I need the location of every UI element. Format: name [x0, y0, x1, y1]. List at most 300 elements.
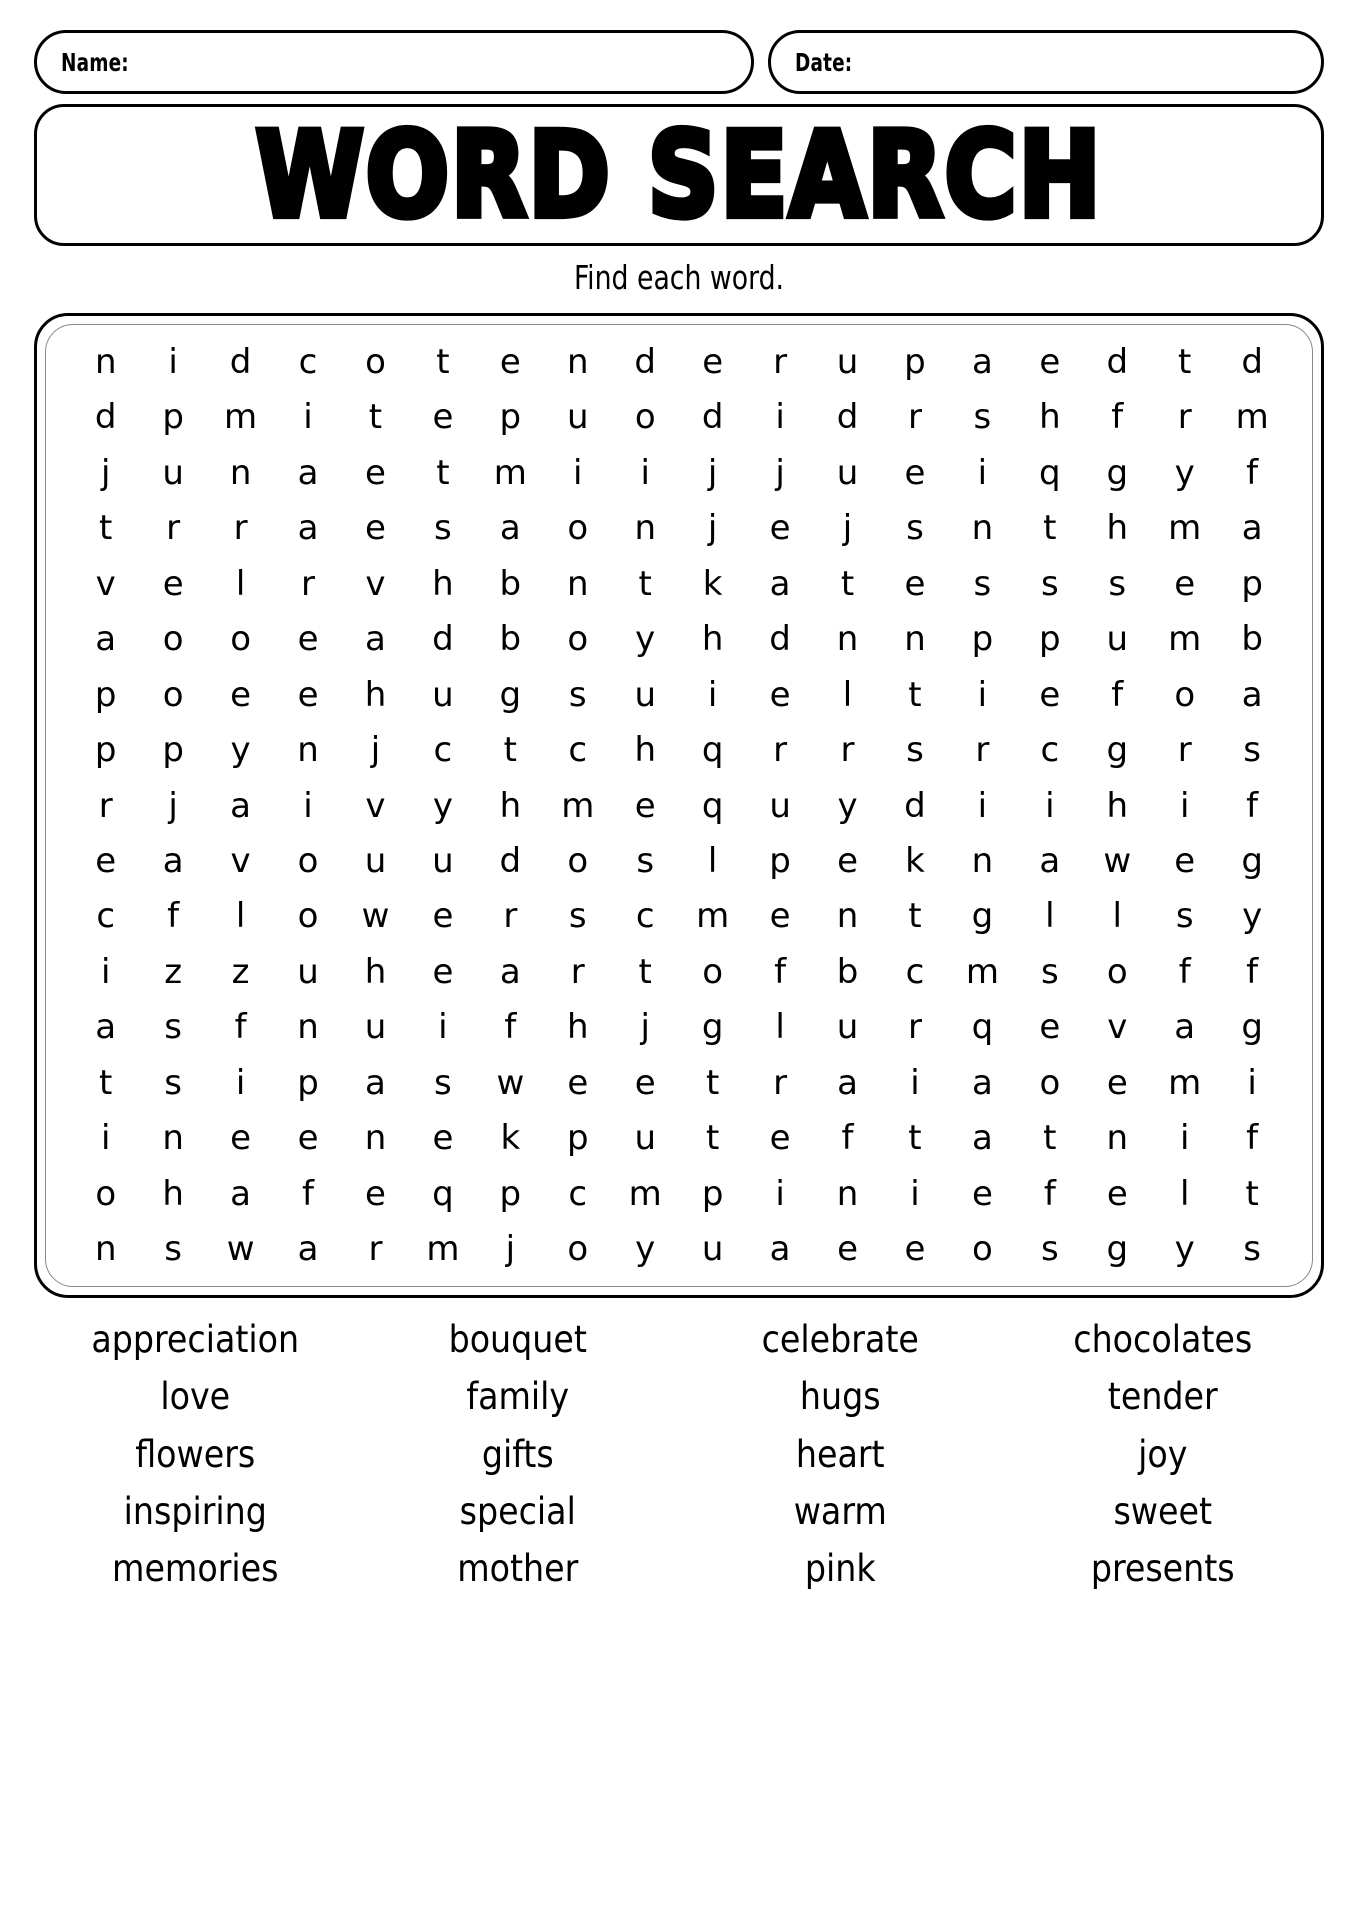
grid-cell[interactable]: z: [231, 951, 250, 992]
grid-cell[interactable]: q: [1039, 452, 1061, 493]
grid-cell[interactable]: e: [769, 508, 791, 549]
word-list-item[interactable]: appreciation: [91, 1318, 300, 1361]
grid-cell[interactable]: r: [368, 1229, 383, 1269]
grid-cell[interactable]: l: [235, 563, 246, 604]
grid-cell[interactable]: i: [1179, 785, 1190, 826]
grid-cell[interactable]: k: [500, 1118, 521, 1159]
grid-cell[interactable]: j: [505, 1229, 516, 1269]
grid-cell[interactable]: p: [566, 1118, 589, 1159]
grid-cell[interactable]: r: [975, 730, 990, 771]
grid-cell[interactable]: a: [230, 1173, 252, 1214]
grid-cell[interactable]: i: [1247, 1062, 1257, 1103]
grid-cell[interactable]: c: [433, 730, 453, 771]
grid-cell[interactable]: y: [230, 730, 251, 771]
grid-cell[interactable]: a: [297, 1229, 319, 1269]
grid-cell[interactable]: g: [1106, 452, 1129, 493]
grid-cell[interactable]: t: [436, 342, 450, 382]
grid-cell[interactable]: n: [567, 342, 589, 382]
grid-cell[interactable]: n: [162, 1118, 184, 1159]
grid-cell[interactable]: g: [1106, 1229, 1129, 1269]
grid-cell[interactable]: d: [701, 397, 724, 438]
grid-cell[interactable]: t: [99, 508, 113, 549]
name-field[interactable]: [34, 30, 754, 94]
grid-cell[interactable]: u: [836, 452, 859, 493]
grid-cell[interactable]: p: [769, 840, 791, 881]
grid-cell[interactable]: m: [493, 452, 527, 493]
grid-cell[interactable]: f: [1246, 452, 1259, 493]
grid-cell[interactable]: r: [907, 1007, 922, 1048]
grid-cell[interactable]: o: [162, 674, 184, 715]
grid-cell[interactable]: f: [774, 951, 787, 992]
grid-cell[interactable]: j: [707, 452, 718, 493]
grid-cell[interactable]: a: [365, 1062, 386, 1103]
grid-cell[interactable]: s: [568, 896, 587, 937]
grid-cell[interactable]: v: [230, 840, 251, 881]
grid-cell[interactable]: h: [701, 619, 724, 660]
grid-cell[interactable]: m: [1235, 397, 1269, 438]
grid-cell[interactable]: p: [94, 674, 117, 715]
grid-cell[interactable]: u: [364, 1007, 387, 1048]
grid-cell[interactable]: r: [166, 508, 181, 549]
grid-cell[interactable]: h: [162, 1173, 184, 1214]
grid-cell[interactable]: e: [1039, 674, 1061, 715]
word-list-item[interactable]: mother: [457, 1547, 579, 1591]
grid-cell[interactable]: f: [1178, 951, 1191, 992]
grid-cell[interactable]: o: [567, 840, 589, 881]
grid-cell[interactable]: b: [1241, 619, 1263, 660]
grid-cell[interactable]: l: [707, 840, 718, 881]
word-list-item[interactable]: sweet: [1113, 1490, 1213, 1534]
grid-cell[interactable]: t: [1043, 508, 1057, 549]
grid-cell[interactable]: o: [95, 1173, 117, 1214]
grid-cell[interactable]: a: [95, 1007, 117, 1048]
grid-cell[interactable]: n: [836, 1173, 859, 1214]
grid-cell[interactable]: e: [432, 951, 454, 992]
grid-cell[interactable]: t: [436, 452, 450, 493]
grid-cell[interactable]: j: [775, 452, 785, 493]
grid-cell[interactable]: i: [303, 785, 313, 826]
grid-cell[interactable]: n: [904, 619, 926, 660]
grid-cell[interactable]: a: [769, 1229, 791, 1269]
grid-cell[interactable]: p: [499, 1173, 522, 1214]
grid-cell[interactable]: e: [769, 1118, 791, 1159]
grid-cell[interactable]: s: [1040, 563, 1059, 604]
grid-cell[interactable]: n: [297, 730, 319, 771]
grid-cell[interactable]: e: [1174, 563, 1196, 604]
grid-cell[interactable]: i: [910, 1173, 920, 1214]
grid-cell[interactable]: d: [229, 342, 252, 382]
grid-cell[interactable]: h: [1039, 397, 1061, 438]
grid-cell[interactable]: n: [94, 1229, 117, 1269]
grid-cell[interactable]: u: [634, 674, 656, 715]
grid-cell[interactable]: t: [908, 674, 922, 715]
grid-cell[interactable]: r: [907, 397, 922, 438]
grid-cell[interactable]: d: [836, 397, 859, 438]
grid-cell[interactable]: e: [904, 1229, 926, 1269]
grid-cell[interactable]: p: [1039, 619, 1061, 660]
grid-cell[interactable]: j: [707, 508, 718, 549]
grid-cell[interactable]: n: [1106, 1118, 1129, 1159]
grid-cell[interactable]: l: [842, 674, 853, 715]
grid-cell[interactable]: e: [567, 1062, 589, 1103]
grid-cell[interactable]: r: [840, 730, 855, 771]
grid-cell[interactable]: s: [906, 730, 924, 771]
grid-cell[interactable]: o: [297, 896, 319, 937]
grid-cell[interactable]: s: [906, 508, 924, 549]
grid-cell[interactable]: e: [95, 840, 117, 881]
grid-cell[interactable]: a: [230, 785, 252, 826]
grid-cell[interactable]: a: [971, 1062, 993, 1103]
grid-cell[interactable]: c: [905, 951, 925, 992]
grid-cell[interactable]: t: [705, 1118, 720, 1159]
word-list-item[interactable]: memories: [112, 1547, 279, 1591]
grid-cell[interactable]: e: [1039, 342, 1061, 382]
grid-cell[interactable]: u: [1106, 619, 1129, 660]
grid-cell[interactable]: f: [504, 1007, 517, 1048]
grid-cell[interactable]: h: [634, 730, 656, 771]
grid-cell[interactable]: o: [567, 1229, 589, 1269]
grid-cell[interactable]: g: [701, 1007, 724, 1048]
grid-cell[interactable]: n: [971, 508, 994, 549]
grid-cell[interactable]: m: [426, 1229, 460, 1269]
grid-cell[interactable]: w: [1103, 840, 1132, 881]
grid-cell[interactable]: t: [1178, 342, 1192, 382]
grid-cell[interactable]: e: [499, 342, 521, 382]
word-list-item[interactable]: love: [160, 1375, 231, 1419]
grid-cell[interactable]: j: [100, 452, 111, 493]
grid-cell[interactable]: u: [836, 342, 859, 382]
grid-cell[interactable]: o: [297, 840, 319, 881]
grid-cell[interactable]: e: [837, 840, 858, 881]
grid-cell[interactable]: e: [365, 452, 386, 493]
grid-cell[interactable]: s: [1243, 1229, 1262, 1269]
grid-cell[interactable]: y: [635, 619, 656, 660]
word-list-item[interactable]: special: [459, 1490, 576, 1534]
grid-cell[interactable]: v: [365, 563, 386, 604]
grid-cell[interactable]: r: [773, 730, 788, 771]
grid-cell[interactable]: g: [1106, 730, 1129, 771]
grid-cell[interactable]: u: [567, 397, 589, 438]
grid-cell[interactable]: t: [908, 896, 922, 937]
grid-cell[interactable]: c: [568, 730, 588, 771]
grid-cell[interactable]: d: [904, 785, 926, 826]
grid-cell[interactable]: e: [1106, 1173, 1128, 1214]
grid-cell[interactable]: a: [499, 508, 521, 549]
grid-cell[interactable]: u: [836, 1007, 859, 1048]
grid-cell[interactable]: o: [1106, 951, 1128, 992]
grid-cell[interactable]: f: [841, 1118, 854, 1159]
grid-cell[interactable]: t: [840, 563, 855, 604]
grid-cell[interactable]: i: [775, 397, 785, 438]
grid-cell[interactable]: e: [297, 619, 319, 660]
grid-cell[interactable]: e: [702, 342, 724, 382]
grid-cell[interactable]: u: [162, 452, 184, 493]
grid-cell[interactable]: r: [773, 342, 788, 382]
grid-cell[interactable]: n: [836, 619, 859, 660]
grid-cell[interactable]: o: [1039, 1062, 1061, 1103]
word-list-item[interactable]: pink: [804, 1547, 876, 1591]
grid-cell[interactable]: f: [1111, 674, 1124, 715]
grid-cell[interactable]: o: [634, 397, 656, 438]
grid-cell[interactable]: e: [1106, 1062, 1128, 1103]
grid-cell[interactable]: n: [297, 1007, 319, 1048]
grid-cell[interactable]: s: [1040, 1229, 1059, 1269]
grid-cell[interactable]: u: [701, 1229, 724, 1269]
grid-cell[interactable]: q: [971, 1007, 994, 1048]
grid-cell[interactable]: a: [297, 508, 319, 549]
grid-cell[interactable]: e: [971, 1173, 993, 1214]
grid-cell[interactable]: b: [499, 619, 522, 660]
grid-cell[interactable]: e: [297, 1118, 319, 1159]
grid-cell[interactable]: o: [702, 951, 724, 992]
grid-cell[interactable]: d: [769, 619, 791, 660]
grid-cell[interactable]: a: [365, 619, 386, 660]
grid-cell[interactable]: e: [432, 896, 454, 937]
date-field[interactable]: [768, 30, 1324, 94]
grid-cell[interactable]: u: [769, 785, 791, 826]
grid-cell[interactable]: m: [1168, 508, 1202, 549]
grid-cell[interactable]: r: [98, 785, 113, 826]
grid-cell[interactable]: y: [837, 785, 858, 826]
grid-cell[interactable]: l: [1179, 1173, 1190, 1214]
grid-cell[interactable]: f: [167, 896, 180, 937]
grid-cell[interactable]: i: [775, 1173, 785, 1214]
grid-cell[interactable]: q: [701, 785, 724, 826]
grid-cell[interactable]: i: [1179, 1118, 1190, 1159]
grid-cell[interactable]: b: [499, 563, 522, 604]
word-list-item[interactable]: tender: [1107, 1375, 1218, 1419]
grid-cell[interactable]: n: [836, 896, 859, 937]
grid-cell[interactable]: p: [499, 397, 522, 438]
grid-cell[interactable]: g: [1241, 1007, 1263, 1048]
grid-cell[interactable]: f: [1111, 397, 1124, 438]
grid-cell[interactable]: y: [432, 785, 453, 826]
grid-cell[interactable]: a: [1039, 840, 1061, 881]
grid-cell[interactable]: d: [432, 619, 454, 660]
grid-cell[interactable]: k: [905, 840, 925, 881]
grid-cell[interactable]: e: [297, 674, 319, 715]
grid-cell[interactable]: n: [634, 508, 656, 549]
grid-cell[interactable]: i: [573, 452, 583, 493]
grid-cell[interactable]: a: [837, 1062, 858, 1103]
puzzle-grid[interactable]: [45, 324, 1313, 1287]
grid-cell[interactable]: i: [977, 452, 988, 493]
grid-cell[interactable]: r: [1177, 397, 1192, 438]
grid-cell[interactable]: s: [973, 563, 992, 604]
grid-cell[interactable]: p: [971, 619, 994, 660]
grid-cell[interactable]: e: [230, 674, 252, 715]
grid-cell[interactable]: u: [364, 840, 387, 881]
grid-cell[interactable]: r: [503, 896, 518, 937]
word-list-item[interactable]: inspiring: [123, 1490, 267, 1534]
grid-cell[interactable]: t: [99, 1062, 113, 1103]
grid-cell[interactable]: e: [432, 397, 454, 438]
grid-cell[interactable]: p: [94, 730, 117, 771]
grid-cell[interactable]: j: [168, 785, 178, 826]
grid-cell[interactable]: o: [230, 619, 251, 660]
grid-cell[interactable]: y: [1174, 1229, 1195, 1269]
grid-cell[interactable]: r: [1177, 730, 1192, 771]
grid-cell[interactable]: e: [365, 1173, 386, 1214]
word-list-item[interactable]: celebrate: [761, 1318, 919, 1361]
grid-cell[interactable]: i: [235, 1062, 246, 1103]
grid-cell[interactable]: v: [1107, 1007, 1128, 1048]
grid-cell[interactable]: c: [568, 1173, 588, 1214]
word-list-item[interactable]: gifts: [481, 1432, 554, 1476]
grid-cell[interactable]: m: [224, 397, 258, 438]
grid-cell[interactable]: p: [701, 1173, 724, 1214]
grid-cell[interactable]: h: [499, 785, 522, 826]
grid-cell[interactable]: y: [1174, 452, 1195, 493]
word-list-item[interactable]: family: [466, 1375, 570, 1419]
grid-cell[interactable]: h: [364, 674, 387, 715]
grid-cell[interactable]: t: [638, 563, 652, 604]
grid-cell[interactable]: s: [164, 1229, 183, 1269]
grid-cell[interactable]: b: [836, 951, 859, 992]
grid-cell[interactable]: w: [226, 1229, 255, 1269]
grid-cell[interactable]: e: [837, 1229, 858, 1269]
grid-cell[interactable]: a: [971, 342, 993, 382]
grid-cell[interactable]: w: [361, 896, 390, 937]
grid-cell[interactable]: e: [769, 896, 791, 937]
grid-cell[interactable]: l: [235, 896, 246, 937]
word-list-item[interactable]: presents: [1090, 1547, 1235, 1591]
grid-cell[interactable]: q: [701, 730, 724, 771]
word-list-item[interactable]: heart: [795, 1432, 885, 1476]
grid-cell[interactable]: j: [370, 730, 381, 771]
grid-cell[interactable]: f: [1043, 1173, 1056, 1214]
grid-cell[interactable]: s: [1175, 896, 1194, 937]
grid-cell[interactable]: i: [707, 674, 718, 715]
grid-cell[interactable]: v: [365, 785, 386, 826]
grid-cell[interactable]: c: [1040, 730, 1060, 771]
grid-cell[interactable]: i: [910, 1062, 920, 1103]
grid-cell[interactable]: m: [965, 951, 999, 992]
grid-cell[interactable]: h: [1106, 785, 1129, 826]
grid-cell[interactable]: a: [95, 619, 117, 660]
grid-cell[interactable]: e: [162, 563, 184, 604]
grid-cell[interactable]: i: [640, 452, 650, 493]
grid-cell[interactable]: c: [635, 896, 655, 937]
word-list-item[interactable]: hugs: [799, 1375, 881, 1419]
grid-cell[interactable]: e: [1174, 840, 1196, 881]
grid-cell[interactable]: h: [364, 951, 387, 992]
grid-cell[interactable]: s: [1040, 951, 1059, 992]
grid-cell[interactable]: t: [503, 730, 518, 771]
grid-cell[interactable]: y: [1242, 896, 1263, 937]
grid-cell[interactable]: s: [973, 397, 992, 438]
word-list-item[interactable]: bouquet: [448, 1318, 587, 1361]
grid-cell[interactable]: n: [567, 563, 589, 604]
grid-cell[interactable]: s: [434, 508, 452, 549]
grid-cell[interactable]: o: [162, 619, 184, 660]
grid-cell[interactable]: a: [297, 452, 319, 493]
grid-cell[interactable]: n: [229, 452, 252, 493]
word-list-item[interactable]: chocolates: [1073, 1318, 1253, 1361]
grid-cell[interactable]: w: [496, 1062, 525, 1103]
grid-cell[interactable]: a: [1241, 508, 1263, 549]
grid-cell[interactable]: o: [972, 1229, 993, 1269]
grid-cell[interactable]: e: [904, 563, 926, 604]
grid-cell[interactable]: t: [705, 1062, 720, 1103]
grid-cell[interactable]: l: [1112, 896, 1122, 937]
grid-cell[interactable]: p: [162, 397, 184, 438]
grid-cell[interactable]: k: [702, 563, 723, 604]
grid-cell[interactable]: u: [297, 951, 319, 992]
grid-cell[interactable]: r: [773, 1062, 788, 1103]
grid-cell[interactable]: o: [365, 342, 386, 382]
grid-cell[interactable]: m: [628, 1173, 662, 1214]
grid-cell[interactable]: m: [561, 785, 595, 826]
grid-cell[interactable]: h: [1106, 508, 1129, 549]
grid-cell[interactable]: p: [904, 342, 926, 382]
grid-cell[interactable]: m: [1168, 619, 1202, 660]
grid-cell[interactable]: i: [168, 342, 178, 382]
grid-cell[interactable]: i: [1045, 785, 1055, 826]
grid-cell[interactable]: n: [364, 1118, 387, 1159]
grid-cell[interactable]: l: [1045, 896, 1055, 937]
grid-cell[interactable]: i: [303, 397, 313, 438]
grid-cell[interactable]: e: [769, 674, 791, 715]
grid-cell[interactable]: p: [162, 730, 184, 771]
grid-cell[interactable]: m: [1168, 1062, 1202, 1103]
grid-cell[interactable]: t: [1043, 1118, 1057, 1159]
grid-cell[interactable]: i: [977, 674, 988, 715]
grid-cell[interactable]: r: [570, 951, 585, 992]
grid-cell[interactable]: i: [100, 1118, 111, 1159]
grid-cell[interactable]: r: [301, 563, 316, 604]
word-list-item[interactable]: flowers: [135, 1432, 256, 1476]
grid-cell[interactable]: a: [971, 1118, 993, 1159]
grid-cell[interactable]: p: [1241, 563, 1263, 604]
grid-cell[interactable]: f: [1246, 1118, 1259, 1159]
grid-cell[interactable]: e: [432, 1118, 454, 1159]
word-list-item[interactable]: joy: [1138, 1432, 1188, 1476]
grid-cell[interactable]: e: [1039, 1007, 1061, 1048]
grid-cell[interactable]: g: [1241, 840, 1263, 881]
grid-cell[interactable]: d: [1106, 342, 1129, 382]
grid-cell[interactable]: d: [634, 342, 657, 382]
grid-cell[interactable]: a: [1241, 674, 1263, 715]
grid-cell[interactable]: f: [1246, 951, 1259, 992]
grid-cell[interactable]: h: [432, 563, 454, 604]
grid-cell[interactable]: f: [302, 1173, 315, 1214]
grid-cell[interactable]: s: [568, 674, 587, 715]
grid-cell[interactable]: e: [365, 508, 386, 549]
grid-cell[interactable]: a: [499, 951, 521, 992]
grid-cell[interactable]: s: [636, 840, 655, 881]
grid-cell[interactable]: t: [1245, 1173, 1259, 1214]
grid-cell[interactable]: j: [842, 508, 853, 549]
grid-cell[interactable]: i: [100, 951, 111, 992]
grid-cell[interactable]: c: [96, 896, 116, 937]
grid-cell[interactable]: e: [634, 1062, 656, 1103]
grid-cell[interactable]: e: [634, 785, 656, 826]
grid-cell[interactable]: s: [434, 1062, 452, 1103]
word-list-item[interactable]: warm: [793, 1490, 887, 1534]
grid-cell[interactable]: q: [432, 1173, 454, 1214]
grid-cell[interactable]: t: [638, 951, 652, 992]
grid-cell[interactable]: y: [635, 1229, 656, 1269]
grid-cell[interactable]: z: [164, 951, 183, 992]
grid-cell[interactable]: m: [696, 896, 730, 937]
grid-cell[interactable]: i: [977, 785, 988, 826]
grid-cell[interactable]: e: [230, 1118, 252, 1159]
grid-cell[interactable]: n: [94, 342, 117, 382]
grid-cell[interactable]: t: [908, 1118, 922, 1159]
grid-cell[interactable]: l: [775, 1007, 785, 1048]
grid-cell[interactable]: a: [769, 563, 791, 604]
